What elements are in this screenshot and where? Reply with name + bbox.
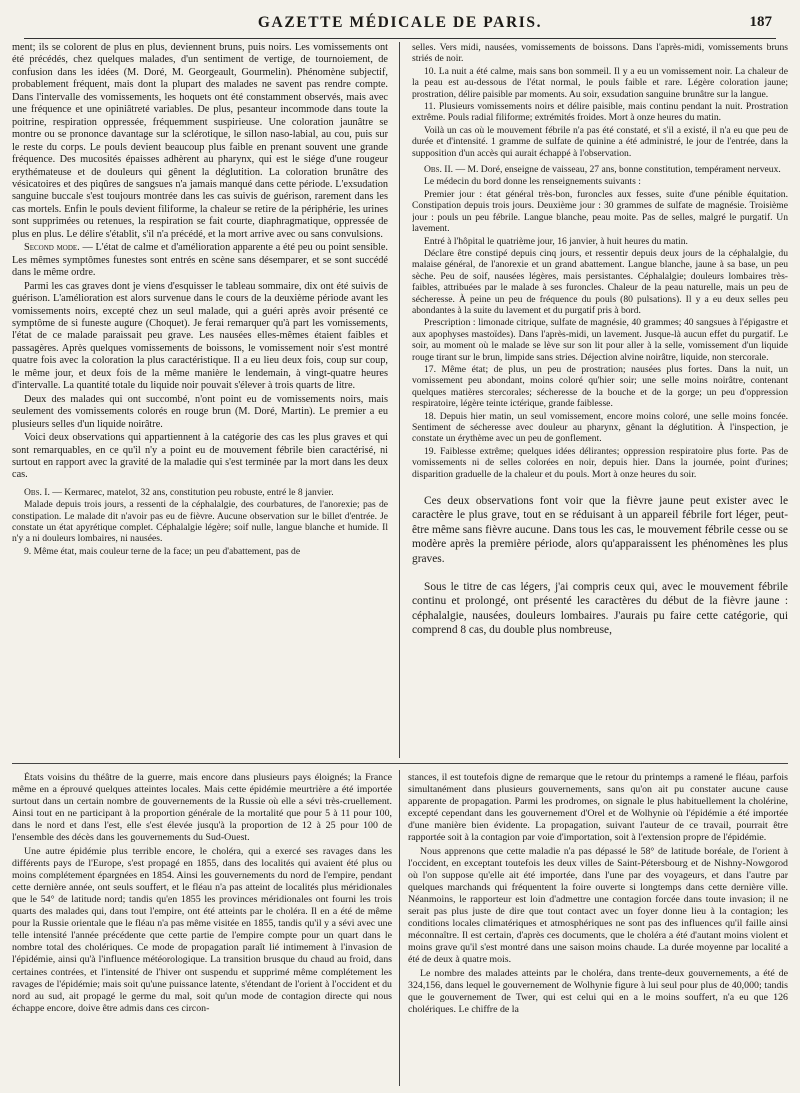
observation-label: Obs. I. bbox=[24, 486, 50, 498]
observation-heading bbox=[12, 487, 388, 498]
paragraph: Sous le titre de cas légers, j'ai compris ceux qui, avec le mouvement fébrile continu et prolongé, ont présenté les caractères du début de la fièvre jaune : céphalalgie, nausées, douleurs lombaires. J'aurais pu faire cette catégorie, qui comprend 8 cas, du double plus nombreuse, bbox=[412, 581, 788, 637]
paragraph: Parmi les cas graves dont je viens d'esquisser le tableau sommaire, dix ont été suivis de guérison. L'amélioration est alors survenue dans le cours de la deuxième période avant les vomissements noirs, excepté chez un seul malade, qui a guéri après avoir présenté ce symptôme de si funeste augure (Choquet). Je ferai remarquer qu'à part les vomissements, l'état de ce malade paraissait peu grave. Les nausées elles-mêmes étaient faibles et passagères. Après quelques vomissements de boissons, le vomissement noir s'est montré quatre fois avec la coloration la plus caractéristique. Il a eu lieu deux fois, coup sur coup, le même jour, et deux fois de la même manière le lendemain, à vingt-quatre heures d'intervalle. La quantité totale du liquide noir pouvait s'élever à trois quarts de litre. bbox=[12, 280, 388, 392]
observation-text: — Kermarec, matelot, 32 ans, constitution peu robuste, entré le 8 janvier. bbox=[49, 486, 334, 498]
section-divider bbox=[12, 763, 788, 764]
observation-paragraph: 9. Même état, mais couleur terne de la face; un peu d'abattement, pas de bbox=[24, 545, 301, 557]
observation-paragraph: Prescription : limonade citrique, sulfate de magnésie, 40 grammes; 40 sangsues à l'épigastre et aux apophyses mastoïdes). Dans l'après-midi, un lavement. Jusque-là aucun effet du purgatif. Le soir, au moment où le malade se lève sur son lit pour aller à la selle, vomissement d'un liquide rouge tirant sur le brun, limpide sans stries. Déjection alvine noirâtre, liquide, non stercorale. bbox=[412, 317, 788, 363]
paragraph: Deux des malades qui ont succombé, n'ont point eu de vomissements noirs, mais seulement des vomissements colorés en rouge brun (M. Doré, Martin). Le premier a eu plusieurs selles d'un liquide noirâtre. bbox=[12, 393, 388, 430]
observation-paragraph: Premier jour : état général très-bon, furoncles aux fesses, suite d'une pénible équitation. Constipation depuis trois jours. Deuxième jour : 30 grammes de sulfate de magnésie. Troisième jour : pouls un peu fébrile. Langue blanche, peau moite. Pas de selles, malgré le purgatif. Un lavement. bbox=[412, 188, 788, 235]
observation-label: Obs. II. bbox=[424, 164, 454, 176]
paragraph: stances, il est toutefois digne de remarque que le retour du printemps a ramené le fléau, parfois simultanément dans plusieurs gouvernements, sans qu'on ait pu constater aucune cause apparente de propagation. Parmi les prodromes, on signale le plus habituellement la cholérine, excepté cependant dans les gouvernement d'Orel et de Wolhynie où l'épidémie a été importée d'une manière bien évidente. La propagation, suivant l'auteur de ce travail, pourrait être rapportée soit à la contagion par voie d'importation, soit à l'extension propre de l'épidémie. bbox=[408, 772, 788, 844]
observation-paragraph: Voilà un cas où le mouvement fébrile n'a pas été constaté, et s'il a existé, il n'a eu que peu de durée et d'intensité. 1 gramme de sulfate de quinine a été administré, le jour de l'entrée, dans la supposition d'un accès qui aurait échappé à l'observation. bbox=[412, 124, 788, 159]
paragraph: Voici deux observations qui appartiennent à la catégorie des cas les plus graves et qui sont remarquables, en ce qu'il n'y a point eu de mouvement fébrile bien caractérisé, ni surtout en rapport avec la gravité de la maladie qui s'est terminée par la mort dans les deux cas. bbox=[12, 432, 388, 481]
observation-text: — M. Doré, enseigne de vaisseau, 27 ans, bonne constitution, tempérament nerveux. bbox=[453, 164, 781, 176]
observation-heading bbox=[412, 164, 788, 175]
observation-paragraph: Malade depuis trois jours, a ressenti de la céphalalgie, des courbatures, de l'anorexie; pas de constipation. Le malade dit n'avoir pas eu de fièvre. Aucune observation sur le billet d'entrée. Je constate un état apyrétique complet. Céphalalgie légère; soif nulle, langue blanche et humide. Il n'y a ni douleurs lombaires, ni nausées. bbox=[12, 499, 388, 545]
journal-title: GAZETTE MÉDICALE DE PARIS. bbox=[257, 14, 543, 31]
paragraph: Ces deux observations font voir que la fièvre jaune peut exister avec le caractère le plus grave, tout en se réduisant à un appareil fébrile fort léger, peut-être même sans fièvre aucune. Dans tous les cas, le mouvement fébrile cesse ou se modère après la première période, alors qu'apparaissent les phénomènes les plus graves. bbox=[412, 495, 788, 565]
section-label: Second mode. bbox=[24, 242, 80, 254]
paragraph-text: — L'état de calme et d'amélioration apparente a été peu ou point sensible. Les mêmes symptômes funestes sont entrés en scène sans désemparer, et se sont succédé dans le même ordre. bbox=[12, 242, 388, 279]
bottom-left-column bbox=[12, 772, 392, 1090]
paragraph: Nous apprenons que cette maladie n'a pas dépassé le 58° de latitude boréale, de l'orient à l'occident, en exceptant toutefois les deux villes de Saint-Pétersbourg et de Nishny-Nowgorod où l'on suppose qu'elle ait été importée, dans l'une par des voyageurs, et dans l'autre par quelques marchands qui fréquentent la foire ouverte si longtemps dans cette dernière ville. Néanmoins, le rapporteur est loin d'admettre une contagion forcée dans toute invasion; il ne serait pas plus juste de dire que tout contact avec un foyer donne lieu à la contagion; les conditions locales climatériques et atmosphériques ne sont pas des influences qu'il faille ainsi méconnaître. Il est certain, d'après ces documents, que le choléra a été d'autant moins violent et moins grave qu'il s'est montré dans une saison moins chaude. La durée moyenne par localité a été de deux à quatre mois. bbox=[408, 845, 788, 966]
paragraph: États voisins du théâtre de la guerre, mais encore dans plusieurs pays éloignés; la France même en a éprouvé quelques atteintes locales. Mais cette épidémie meurtrière a été importée surtout dans un certain nombre de gouvernements de la Russie où elle a sévi très-cruellement. Ainsi tout en ne participant à la proportion générale de la mortalité que pour 5 à 11 pour 100, dans le nord et dans l'est, elle s'est élevée jusqu'à la proportion de 12 à 25 pour 100 de l'ensemble des décès dans les gouvernements du Sud-Ouest. bbox=[12, 772, 392, 844]
observation-paragraph: selles. Vers midi, nausées, vomissements de boissons. Dans l'après-midi, vomissements bruns striés de noir. bbox=[412, 42, 788, 65]
top-right-column bbox=[412, 42, 788, 758]
observation-paragraph: 18. Depuis hier matin, un seul vomissement, encore moins coloré, une selle moins foncée. Sentiment de sécheresse avec douleur au pharynx, gênant la déglutition. À l'inspection, je constate un érythème avec un peu de gonflement. bbox=[412, 410, 788, 445]
page-header bbox=[24, 10, 776, 39]
observation-paragraph: 11. Plusieurs vomissements noirs et délire paisible, mais continu pendant la nuit. Prostration extrême. Pouls radial filiforme; extrémités froides. Mort à onze heures du matin. bbox=[412, 101, 788, 124]
column-divider bbox=[399, 770, 400, 1086]
top-left-column bbox=[12, 42, 388, 758]
observation-paragraph: 10. La nuit a été calme, mais sans bon sommeil. Il y a eu un vomissement noir. La chaleur de la peau est au-dessous de l'état normal, le pouls faible et rare. Légère coloration jaune; prostration, délire paisible par moments. Au soir, exsudation sanguine brunâtre sur la langue. bbox=[412, 65, 788, 100]
paragraph bbox=[12, 242, 388, 279]
bottom-right-column bbox=[408, 772, 788, 1090]
observation-paragraph: Le médecin du bord donne les renseignements suivants : bbox=[424, 176, 641, 188]
observation-paragraph: 17. Même état; de plus, un peu de prostration; nausées plus fortes. Dans la nuit, un vomissement peu abondant, moins coloré qu'hier soir; une selle moins noirâtre, contenant quelques matières stercorales; sécheresse de la bouche et de la gorge; un peu d'oppression respiratoire, légère teinte ictérique, grande faiblesse. bbox=[412, 363, 788, 410]
observation-paragraph: 19. Faiblesse extrême; quelques idées délirantes; oppression respiratoire plus forte. Pas de vomissements ni de selles colorées en noir, depuis hier. Dans la journée, point d'urines; disparition graduelle de la chaleur et du pouls. Mort à onze heures du soir. bbox=[412, 445, 788, 480]
page-number: 187 bbox=[749, 14, 772, 30]
column-divider bbox=[399, 42, 400, 758]
observation-paragraph: Entré à l'hôpital le quatrième jour, 16 janvier, à huit heures du matin. bbox=[424, 235, 688, 247]
paragraph: ment; ils se colorent de plus en plus, deviennent bruns, puis noirs. Les vomissements ont été précédés, chez quelques malades, d'un sentiment de vertige, de tournoiement, de confusion dans les idées (M. Doré, M. Georgeault, Gourmelin). Phénomène subjectif, probablement fréquent, mais dont la plupart des malades ne savent pas rendre compte. Dans l'intervalle des vomissements, les hoquets ont été constamment observés, mais avec une fréquence et une opiniâtreté variables. De plus, pesanteur incommode dans toute la poitrine, respiration oppressée, fréquemment suspirieuse. Une coloration jaunâtre se montre ou se prononce davantage sur la sclérotique, le sillon naso-labial, au cou, puis sur le reste du corps. Le pouls devient beaucoup plus faible en prenant souvent une grande fréquence. Des mucosités épaisses adhèrent au pharynx, qui est le siége d'une rougeur erythémateuse et de douleurs qui gênent la déglutition. La coloration brunâtre des vésicatoires et des piqûres de sangsues n'a jamais manqué dans cette période. L'exsudation sanguine buccale s'est toujours montrée dans les cas suivis de guérison, rarement dans les cas mortels. Enfin le pouls devient filiforme, la chaleur se retire de la périphérie, les urines sont supprimées ou retenues, la respiration se fait courte, diaphragmatique, oppressée de plus en plus. Le délire s'établit, s'il n'a précédé, et la mort arrive avec ou sans convulsions. bbox=[12, 42, 388, 240]
paragraph: Une autre épidémie plus terrible encore, le choléra, qui a exercé ses ravages dans les différents pays de l'Europe, s'est propagé en 1855, dans des localités qui avaient été plus ou moins complétement épargnées en 1854. Ainsi les gouvernements du nord de l'empire, pendant cette dernière année, ont seuls souffert, et le fléau n'a pas atteint de localités plus méridionales que le 54° de latitude nord; tandis qu'en 1855 les provinces méridionales ont fourni les trois quarts des malades qui, dans tout l'empire, ont été atteints par le choléra. Il en a été de même pour la Russie orientale que le fléau n'a pas même visitée en 1855, tandis qu'il y a sévi avec une telle intensité l'année précédente que cette partie de l'empire compte pour un quart dans le nombre total des cholériques. Ce mode de propagation paraît lié intimement à l'invasion de l'épidémie, ainsi qu'à l'influence météorologique. La transition brusque du chaud au froid, dans certaines contrées, et l'intensité de l'hiver ont suspendu et supprimé même complétement les ravages de l'épidémie; mais soit qu'une puissance latente, s'étendant de l'orient à l'occident et du nord au sud, ait propagé le germe du mal, soit qu'un mode de contagion directe qui nous échappe encore, doive être admis dans ces circon- bbox=[12, 845, 392, 1014]
observation-paragraph: Déclare être constipé depuis cinq jours, et ressentir depuis deux jours de la céphalalgie, du malaise général, de l'anorexie et un grand abattement. Langue blanche, jaune à sa base, un peu sèche. Peu de soif, nausées légères, mais persistantes. Céphalalgie; douleurs lombaires très-faibles, attribuées par le malade à ses furoncles. Chaleur de la peau naturelle, mais un peu de sécheresse. À peine un peu de fréquence du pouls (80 pulsations). Il y a eu deux selles peu abondantes à la suite du lavement et du purgatif pris à bord. bbox=[412, 247, 788, 316]
paragraph: Le nombre des malades atteints par le choléra, dans trente-deux gouvernements, a été de 324,156, dans lequel le gouvernement de Wolhynie figure à lui seul pour plus de 40,000; tandis que le gouvernement de Twer, qui est celui qui en a le moins souffert, n'a eu que 126 cholériques. Le chiffre de la bbox=[408, 967, 788, 1015]
